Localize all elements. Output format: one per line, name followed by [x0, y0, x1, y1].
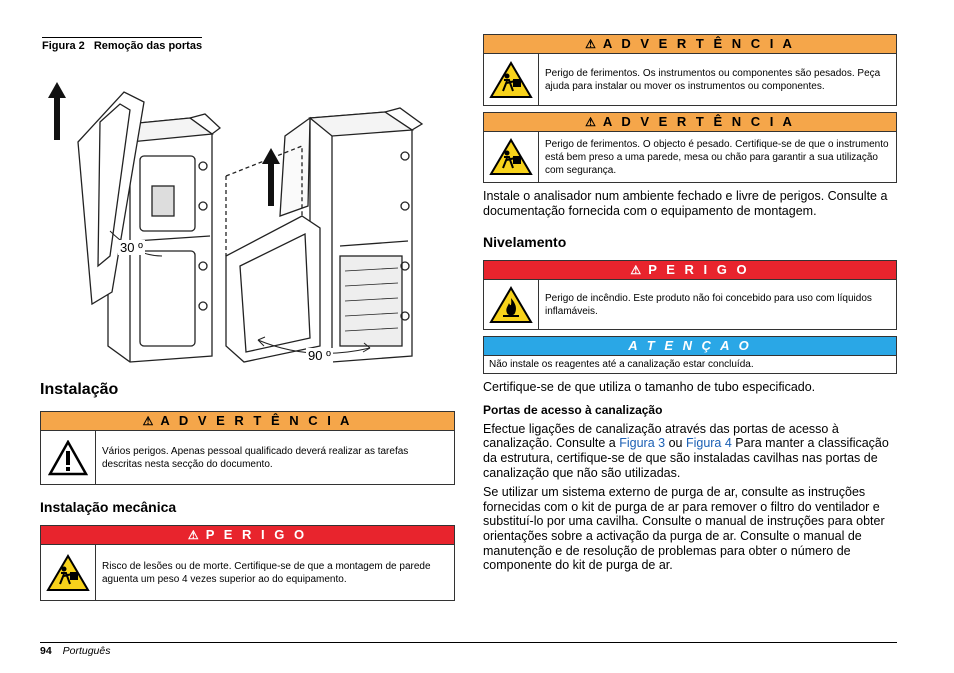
danger-bar [41, 526, 454, 545]
ports-text-a: Efectue ligações de canalização através das portas de acesso à canalização. Consulte a [483, 421, 839, 451]
danger-label: P E R I G O [205, 527, 308, 542]
paragraph-tube-size: Certifique-se de que utiliza o tamanho de tubo especificado. [483, 380, 816, 395]
door-removal-figure [40, 56, 455, 371]
danger-label: P E R I G O [648, 262, 750, 278]
right-column [483, 34, 897, 573]
ports-text-b: Para manter a classificação da estrutura, certifique-se de que são instaladas cavilhas nas portas de canalização que não são utilizadas. [483, 436, 889, 480]
warning-box-2 [483, 34, 897, 106]
figure-caption [42, 37, 202, 52]
warning-bar [484, 35, 896, 54]
figure-title: Remoção das portas [93, 40, 203, 52]
warning-bar [484, 113, 896, 132]
danger-box-1 [40, 525, 455, 601]
fire-hazard-icon [484, 280, 539, 329]
caution-bar: A T E N Ç A O [484, 337, 896, 356]
warning-box-3 [483, 112, 897, 183]
heavy-object-icon [484, 132, 539, 182]
paragraph-install-location: Instale o analisador num ambiente fechado e livre de perigos. Consulte a documentação fornecida com o equipamento de montagem. [483, 189, 888, 218]
footer-language: Português [62, 645, 111, 657]
warning-text: Perigo de ferimentos. O objecto é pesado. Certifique-se de que o instrumento está bem preso a uma parede, mesa ou chão para garantir a sua utilização com segurança. [545, 138, 889, 176]
heading-plumbing-ports: Portas de acesso à canalização [483, 402, 663, 417]
warning-text: Perigo de ferimentos. Os instrumentos ou componentes são pesados. Peça ajuda para instalar ou mover os instrumentos ou componentes. [545, 67, 881, 92]
paragraph-plumbing-ports [483, 422, 897, 480]
danger-triangle-icon: ⚠ [187, 528, 202, 542]
danger-text: Perigo de incêndio. Este produto não foi concebido para uso com líquidos inflamáveis. [545, 292, 872, 317]
figure-number: Figura 2 [42, 40, 85, 52]
warning-label: A D V E R T Ê N C I A [160, 413, 353, 428]
heavy-object-icon [41, 545, 96, 600]
danger-box-2 [483, 260, 897, 330]
danger-text: Risco de lesões ou de morte. Certifique-se de que a montagem de parede aguenta um peso 4 vezes superior ao do equipamento. [102, 560, 431, 585]
warning-triangle-icon: ⚠ [585, 37, 599, 51]
warning-label: A D V E R T Ê N C I A [602, 36, 795, 51]
warning-triangle-icon: ⚠ [585, 115, 599, 129]
danger-bar [484, 261, 896, 280]
footer-rule [40, 642, 897, 643]
heavy-object-icon [484, 54, 539, 105]
door-removal-illustration [40, 56, 455, 371]
left-column [40, 36, 455, 601]
link-figure-3[interactable]: Figura 3 [619, 436, 666, 451]
danger-triangle-icon: ⚠ [630, 263, 645, 278]
paragraph-air-purge: Se utilizar um sistema externo de purga de ar, consulte as instruções fornecidas com o kit de purga de ar para remover o filtro do ventilador e substituí-lo por uma cavilha. Consulte o manual de instruções para obter orientações sobre a activação da purga de ar. Consulte o manual de manutenção e de resolução de problemas para obter o número de componente do kit de purga de ar. [483, 485, 885, 573]
caution-text: Não instale os reagentes até a canalização estar concluída. [489, 359, 754, 371]
heading-leveling: Nivelamento [483, 234, 567, 251]
page-number: 94 [40, 645, 52, 657]
warning-triangle-icon: ⚠ [142, 414, 157, 428]
page-footer [40, 645, 110, 657]
angle-30-label: 30 º [120, 240, 143, 255]
angle-90-label: 90 º [308, 348, 331, 363]
warning-label: A D V E R T Ê N C I A [602, 114, 795, 129]
link-figure-4[interactable]: Figura 4 [685, 436, 732, 451]
warning-bar [41, 412, 454, 431]
ports-text-or: ou [668, 436, 683, 451]
warning-box-1 [40, 411, 455, 485]
heading-installation: Instalação [40, 381, 119, 398]
general-hazard-icon [41, 431, 96, 484]
heading-mechanical-install: Instalação mecânica [40, 499, 177, 515]
caution-box-1 [483, 336, 897, 374]
warning-text: Vários perigos. Apenas pessoal qualificado deverá realizar as tarefas descritas nesta secção do documento. [102, 445, 409, 470]
